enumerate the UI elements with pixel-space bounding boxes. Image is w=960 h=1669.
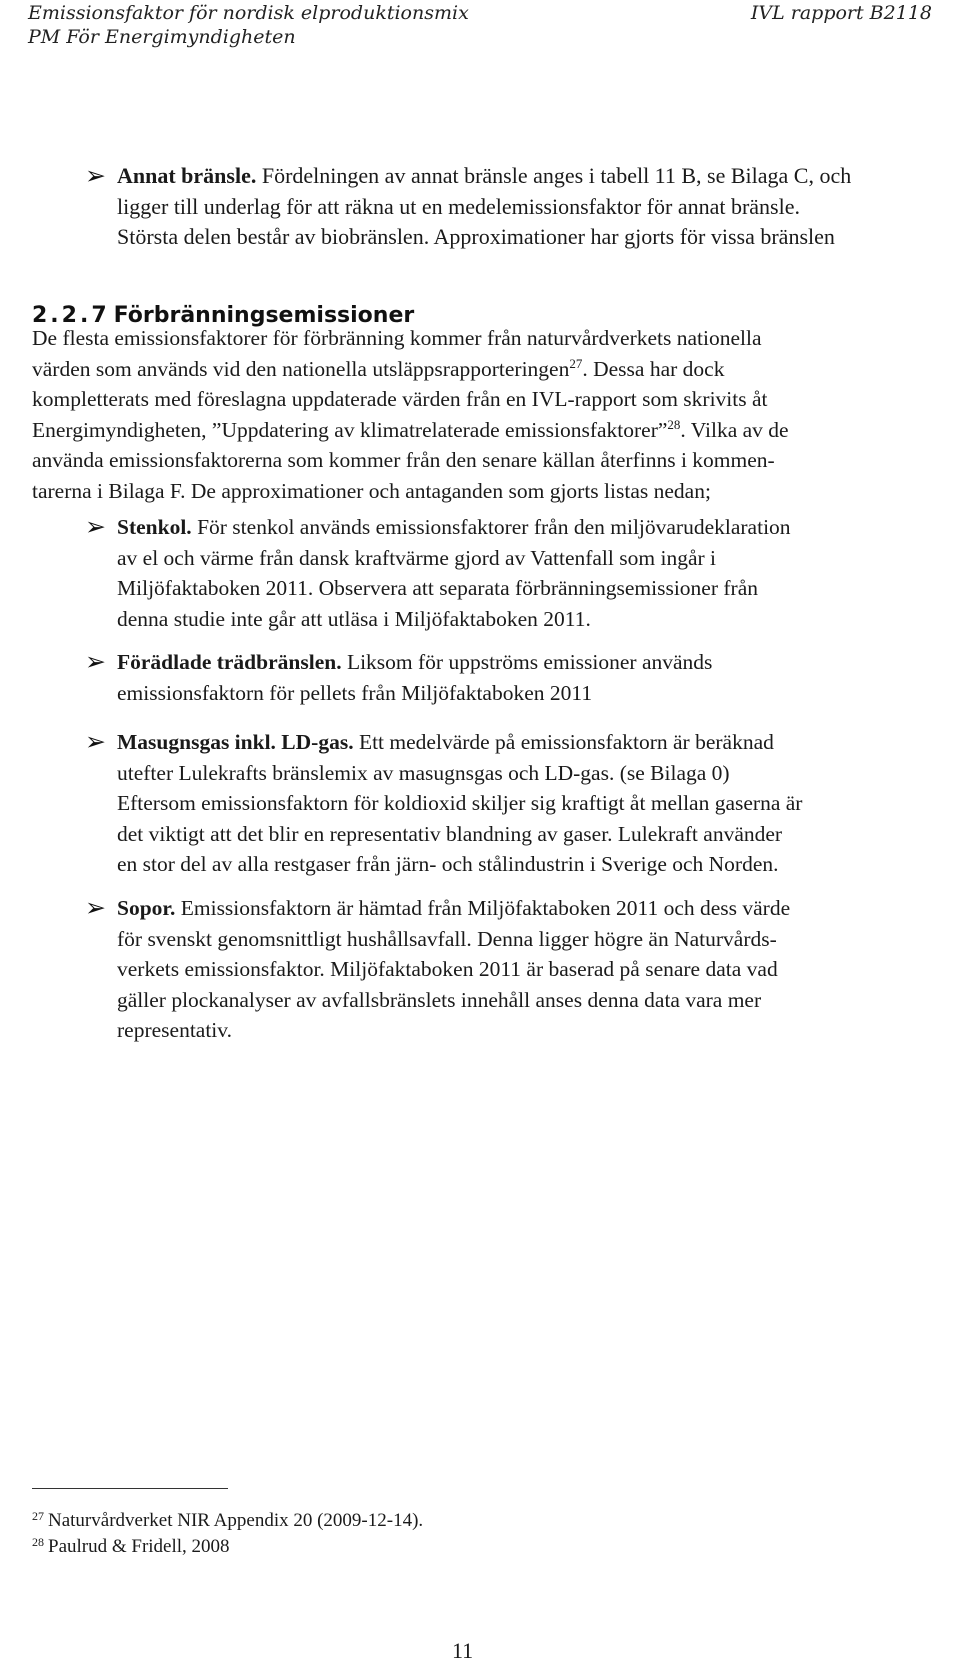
paragraph-line: Masugnsgas inkl. LD-gas. Ett medelvärde på emissionsfaktorn är beräknad [117, 730, 774, 754]
paragraph-line: utefter Lulekrafts bränslemix av masugnsgas och LD-gas. (se Bilaga 0) [117, 760, 730, 785]
footnote [32, 1536, 230, 1558]
paragraph-line: representativ. [117, 1018, 233, 1042]
header-document-title: Emissionsfaktor för nordisk elproduktionsmix [28, 2, 469, 24]
paragraph-line: Förädlade trädbränslen. Liksom för uppströms emissioner används [117, 650, 713, 674]
bullet-term: Masugnsgas inkl. LD-gas. [117, 730, 354, 754]
bullet-term: Annat bränsle. [117, 163, 257, 188]
footnote-text: Paulrud & Fridell, 2008 [48, 1536, 230, 1557]
paragraph-line: för svenskt genomsnittligt hushållsavfall. Denna ligger högre än Naturvårds- [117, 926, 777, 951]
paragraph-line: kompletterats med föreslagna uppdaterade värden från en IVL-rapport som skrivits åt [32, 387, 768, 411]
paragraph-line: tarerna i Bilaga F. De approximationer och antaganden som gjorts listas nedan; [32, 478, 711, 503]
paragraph-line: Energimyndigheten, ”Uppdatering av klimatrelaterade emissionsfaktorer”$^{28}$. Vilka av de [32, 416, 789, 442]
bullet-stenkol [117, 512, 791, 634]
arrow-bullet-icon: ➢ [85, 512, 106, 541]
paragraph-line: använda emissionsfaktorerna som kommer från den senare källan återfinns i kommen- [32, 448, 775, 472]
footnote-ref[interactable]: 28 [667, 416, 681, 432]
paragraph-line: De flesta emissionsfaktorer för förbränning kommer från naturvårdverkets nationella [32, 326, 762, 350]
paragraph-line: Eftersom emissionsfaktorn för koldioxid skiljer sig kraftigt åt mellan gaserna är [117, 791, 803, 815]
paragraph-line: gäller plockanalyser av avfallsbränslets innehåll anses denna data vara mer [117, 987, 762, 1012]
section-title: Förbränningsemissioner [113, 303, 415, 328]
paragraph-line: Miljöfaktaboken 2011. Observera att separata förbränningsemissioner från [117, 576, 759, 600]
section-number: 2.2.7 [32, 303, 110, 328]
header-client: PM För Energimyndigheten [28, 26, 296, 48]
arrow-bullet-icon: ➢ [85, 161, 106, 190]
bullet-term: Förädlade trädbränslen. [117, 650, 342, 674]
footnote-ref[interactable]: 27 [569, 355, 583, 371]
arrow-bullet-icon: ➢ [85, 647, 106, 676]
bullet-sopor [117, 893, 790, 1046]
paragraph-line: Stenkol. För stenkol används emissionsfaktorer från den miljövarudeklaration [117, 515, 791, 539]
arrow-bullet-icon: ➢ [85, 893, 106, 922]
paragraph-line: Största delen består av biobränslen. Approximationer har gjorts för vissa bränslen [117, 224, 835, 249]
header-report-number: IVL rapport B2118 [750, 2, 932, 24]
annat-bransle-paragraph [117, 161, 851, 253]
paragraph-line: en stor del av alla restgaser från järn- och stålindustrin i Sverige och Norden. [117, 852, 779, 876]
footnote-number: 27 [32, 1509, 44, 1523]
paragraph-line: ligger till underlag för att räkna ut en medelemissionsfaktor för annat bränsle. [117, 193, 800, 219]
bullet-term: Stenkol. [117, 515, 192, 539]
paragraph-line: Sopor. Emissionsfaktorn är hämtad från Miljöfaktaboken 2011 och dess värde [117, 896, 791, 920]
bullet-foradlade-tradbranslen [117, 647, 712, 708]
footnote [32, 1510, 423, 1532]
paragraph-line: det viktigt att det blir en representativ blandning av gaser. Lulekraft använder [117, 821, 783, 846]
intro-paragraph [32, 323, 789, 506]
paragraph-line: av el och värme från dansk kraftvärme gjord av Vattenfall som ingår i [117, 545, 716, 570]
paragraph-line: denna studie inte går att utläsa i Miljöfaktaboken 2011. [117, 606, 591, 631]
paragraph-line: värden som används vid den nationella utsläppsrapporteringen$^{27}$. Dessa har dock [32, 355, 725, 381]
footnote-text: Naturvårdverket NIR Appendix 20 (2009-12-14). [48, 1510, 424, 1531]
footnote-separator [32, 1488, 228, 1489]
page-number: 11 [452, 1638, 474, 1663]
paragraph-line: emissionsfaktorn för pellets från Miljöfaktaboken 2011 [117, 680, 593, 705]
paragraph-line: Annat bränsle. Fördelningen av annat bränsle anges i tabell 11 B, se Bilaga C, och [117, 163, 852, 188]
bullet-masugnsgas [117, 727, 802, 880]
footnote-number: 28 [32, 1535, 44, 1549]
paragraph-line: verkets emissionsfaktor. Miljöfaktaboken 2011 är baserad på senare data vad [117, 957, 778, 981]
arrow-bullet-icon: ➢ [85, 727, 106, 756]
bullet-term: Sopor. [117, 896, 176, 920]
